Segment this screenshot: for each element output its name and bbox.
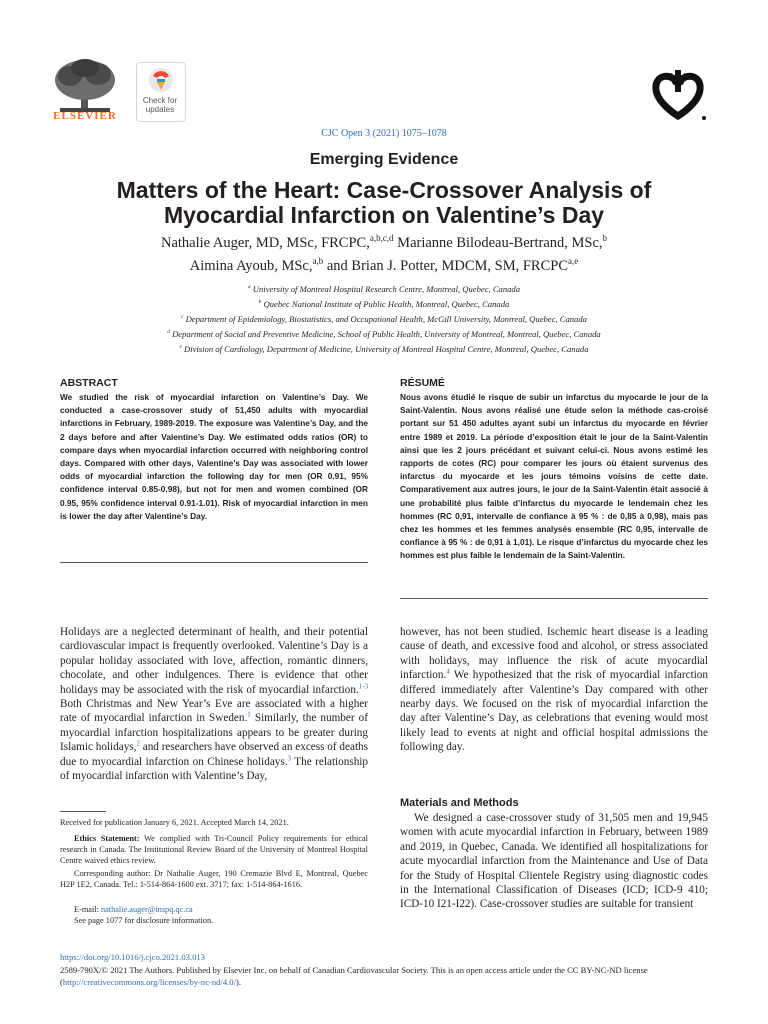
affiliation-item [60,297,708,312]
check-for-updates-label: Check for updates [142,96,178,114]
author-name: and Brian J. Potter, MDCM, SM, FRCPC [326,258,568,274]
resume-text: Nous avons étudié le risque de subir un infarctus du myocarde le jour de la Saint-Valentin. Nous avons réalisé une étude selon la méthode cas-croisé portant sur 51 450 adultes ayant subi un infarctus du myocarde en février entre 1989 et 2019. La période d’exposition était le jour de la Saint-Valentin ainsi que les 2 jours précédant et suivant celui-ci. Nous avons estimé les rapports de cotes (RC) pour comparer les jours où étaient survenus des infarctus du myocarde et les jours témoins voisins de cette date. Comparativement aux autres jours, le jour de la Saint-Valentin était associé à une probabilité plus faible d’infarctus du myocarde le lendemain chez les hommes (RC 0,91, intervalle de confiance à 95 % : de 0,85 à 0,98), mais pas chez les hommes et les femmes analysés ensemble (RC 0,95, intervalle de confiance à 95 % : de 0,91 à 1,01). Le risque d’infarctus du myocarde chez les hommes est plus faible le lendemain de la Saint-Valentin. [400,392,708,561]
license-text: 2589-790X/© 2021 The Authors. Published by Elsevier Inc. on behalf of Canadian Cardiovascular Society. This is an open access article under the CC BY-NC-ND license ( [60,965,648,987]
intro-paragraph [60,625,368,783]
reference-link[interactable]: 1-3 [358,681,368,690]
email-label: E-mail: [74,905,101,914]
abstract-divider [60,562,368,563]
author-affiliation-marker: a,e [568,256,579,267]
affiliation-marker: e [179,344,182,351]
methods-paragraph: We designed a case-crossover study of 31,505 men and 19,945 women with acute myocardial infarction in February, between 1989 and 2019, in Quebec, Canada. We identified all hospitalizations for acute myocardial infarction from the Maintenance and Use of Data for the Study of Hospital Clientele Registry using diagnostic codes in the International Classification of Diseases (ICD; ICD-9 410; ICD-10 I21-I22). Case-crossover studies are suitable for transient [400,812,708,911]
author-list [60,232,708,278]
email-line [60,904,368,915]
affiliation-item [60,312,708,327]
affiliation-text: Division of Cardiology, Department of Medicine, University of Montreal Hospital Centre, Montreal, Quebec, Canada [184,344,589,354]
ethics-text: We complied with Tri-Council Policy requirements for ethical research in Canada. The Institutional Review Board of the University of Montreal Hospital Centre waived ethics review. [60,834,368,866]
resume-heading: RÉSUMÉ [400,377,445,389]
intro-text: We hypothesized that the risk of myocardial infarction differed immediately after Valentine’s Day compared with other nearby days. We focused on the risk of myocardial infarction the day after Valentine’s Day, as celebrations that evening would most likely lead to events at night and official hospital admissions the following day. [400,669,708,754]
license-link[interactable]: http://creativecommons.org/licenses/by-nc-nd/4.0/ [62,977,236,987]
license-statement [60,964,708,988]
affiliation-list [60,282,708,357]
affiliation-text: University of Montreal Hospital Research Centre, Montreal, Quebec, Canada [252,284,521,294]
intro-text: and researchers have observed an excess of deaths due to myocardial infarction on Chinese holidays. [60,741,368,768]
affiliation-item [60,282,708,297]
affiliation-marker: a [247,284,251,291]
affiliation-marker: c [181,314,184,321]
disclosure-note: See page 1077 for disclosure information. [74,916,214,925]
corresponding-author: Corresponding author: Dr Nathalie Auger, 190 Cremazie Blvd E, Montreal, Quebec H2P 1E2, Canada. Tel.: 1-514-864-1600 ext. 3717; fax: 1-514-864-1616. [60,869,368,890]
author-affiliation-marker: a,b,c,d [369,233,394,244]
affiliation-item [60,327,708,342]
article-title [60,178,708,228]
ccs-heart-logo [648,66,708,124]
author-line-1 [60,232,708,255]
email-link[interactable]: nathalie.auger@inspq.qc.ca [100,905,193,914]
author-affiliation-marker: a,b [312,256,324,267]
ethics-statement [60,833,368,867]
doi-link[interactable]: https://doi.org/10.1016/j.cjco.2021.03.013 [60,952,205,962]
reference-link[interactable]: 2 [136,739,140,748]
footnote-divider [60,811,106,812]
abstract-heading: ABSTRACT [60,377,118,389]
affiliation-marker: d [167,329,170,336]
author-line-2 [60,255,708,278]
article-section-label: Emerging Evidence [309,151,459,168]
reference-link[interactable]: 4 [446,667,450,676]
intro-continued-paragraph [400,625,708,755]
intro-text: Similarly, the number of myocardial infarction hospitalizations appears to be greater during Islamic holidays, [60,712,368,754]
author-name: Nathalie Auger, MD, MSc, FRCPC, [160,235,370,251]
intro-text: however, has not been studied. Ischemic heart disease is a leading cause of death, and excessive food and alcohol, or stress associated with holidays, may influence the risk of acute myocardial infarction. [400,626,708,682]
title-line-2: Myocardial Infarction on Valentine’s Day [163,202,605,228]
affiliation-text: Department of Epidemiology, Biostatistics, and Occupational Health, McGill University, Montreal, Quebec, Canada [185,314,587,324]
reference-link[interactable]: 1 [247,710,251,719]
author-affiliation-marker: b [602,233,608,244]
reference-link[interactable]: 3 [287,753,292,762]
abstract-text: We studied the risk of myocardial infarction on Valentine’s Day. We conducted a case-crossover study of 51,450 adults with myocardial infarctions in February, 1989-2019. The exposure was Valentine’s Day, and the 2 days before and after Valentine’s Day. We estimated odds ratios (OR) to compare days when myocardial infarction occurred with neighboring control days. Compared with other days, Valentine’s Day was associated with lower odds of myocardial infarction the following day for men (OR 0.91, 95% confidence interval 0.85-0.98), but not for men and women combined (OR 0.95, 95% confidence interval 0.91-1.01). Risk of myocardial infarction in men is lower the day after Valentine’s Day. [60,392,368,521]
resume-divider [400,598,708,599]
author-name: Aimina Ayoub, MSc, [189,258,313,274]
methods-heading: Materials and Methods [400,797,519,809]
publisher-name: ELSEVIER [53,110,117,122]
affiliation-text: Department of Social and Preventive Medicine, School of Public Health, University of Montreal, Montreal, Quebec, Canada [172,329,601,339]
intro-text: Holidays are a neglected determinant of health, and their potential cardiovascular impact is frequently overlooked. Valentine’s Day is a popular holiday associated with love, affection, romantic dinners, chocolate, and other indulgences. There is evidence that other holidays may be associated with the risk of myocardial infarction. [60,626,368,696]
intro-text: Both Christmas and New Year’s Eve are associated with a higher rate of myocardial infarction in Sweden. [60,698,368,725]
intro-text: The relationship of myocardial infarction with Valentine’s Day, [60,755,369,783]
author-name: Marianne Bilodeau-Bertrand, MSc, [397,235,603,251]
affiliation-text: Quebec National Institute of Public Health, Montreal, Quebec, Canada [263,299,510,309]
title-line-1: Matters of the Heart: Case-Crossover Analysis of [116,177,652,203]
crossmark-icon [137,63,185,95]
received-dates: Received for publication January 6, 2021. Accepted March 14, 2021. [60,818,289,827]
journal-citation[interactable]: CJC Open 3 (2021) 1075–1078 [321,128,447,139]
affiliation-marker: b [258,299,262,306]
license-end: ). [235,977,241,987]
affiliation-item [60,342,708,357]
ethics-label: Ethics Statement: [74,834,140,843]
